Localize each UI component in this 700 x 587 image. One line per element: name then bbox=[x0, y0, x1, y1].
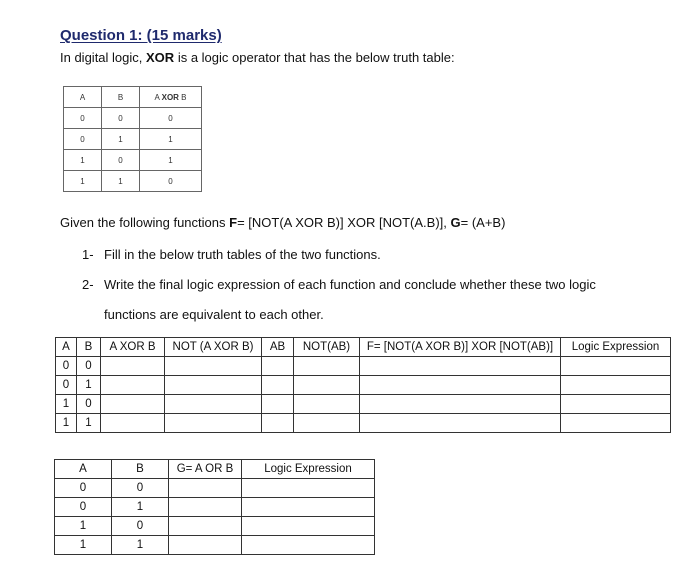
table-row bbox=[55, 479, 375, 498]
question-title: Question 1: (15 marks) bbox=[60, 27, 222, 44]
answer-cell[interactable] bbox=[262, 357, 294, 376]
answer-cell[interactable] bbox=[101, 414, 165, 433]
answer-cell[interactable] bbox=[242, 536, 375, 555]
header-xor-bold: XOR bbox=[161, 92, 179, 102]
answer-cell[interactable] bbox=[101, 376, 165, 395]
header-cell: B bbox=[112, 460, 169, 479]
table-cell: 1 bbox=[56, 414, 77, 433]
header-cell: A bbox=[64, 87, 102, 108]
table-cell: 1 bbox=[140, 150, 202, 171]
instruction-2-number: 2- bbox=[82, 277, 94, 292]
table-cell: 0 bbox=[140, 108, 202, 129]
answer-cell[interactable] bbox=[169, 498, 242, 517]
table-cell: 1 bbox=[112, 498, 169, 517]
table-cell: 0 bbox=[77, 395, 101, 414]
table-row bbox=[64, 150, 202, 171]
table-cell: 0 bbox=[56, 357, 77, 376]
table-header-row bbox=[64, 87, 202, 108]
answer-cell[interactable] bbox=[561, 395, 671, 414]
header-cell bbox=[140, 87, 202, 108]
intro-post: is a logic operator that has the below truth table: bbox=[177, 50, 455, 65]
table-cell: 0 bbox=[102, 150, 140, 171]
table-cell: 1 bbox=[55, 517, 112, 536]
intro-pre: In digital logic, bbox=[60, 50, 143, 65]
table-cell: 0 bbox=[64, 108, 102, 129]
table-cell: 1 bbox=[64, 150, 102, 171]
answer-cell[interactable] bbox=[262, 414, 294, 433]
xor-truth-table bbox=[63, 86, 202, 192]
table-row bbox=[55, 498, 375, 517]
header-cell: Logic Expression bbox=[561, 338, 671, 357]
table-cell: 0 bbox=[140, 171, 202, 192]
table-cell: 0 bbox=[102, 108, 140, 129]
answer-cell[interactable] bbox=[165, 395, 262, 414]
answer-cell[interactable] bbox=[169, 536, 242, 555]
table-cell: 0 bbox=[55, 479, 112, 498]
f-truth-table bbox=[55, 337, 671, 433]
header-xor-text: A XOR B bbox=[154, 92, 187, 102]
table-cell: 1 bbox=[64, 171, 102, 192]
table-header-row bbox=[56, 338, 671, 357]
answer-cell[interactable] bbox=[169, 479, 242, 498]
table-row bbox=[56, 414, 671, 433]
header-cell: F= [NOT(A XOR B)] XOR [NOT(AB)] bbox=[360, 338, 561, 357]
intro-bold: XOR bbox=[146, 50, 175, 65]
header-cell: B bbox=[102, 87, 140, 108]
table-cell: 0 bbox=[77, 357, 101, 376]
given-pre: Given the following functions bbox=[60, 215, 226, 230]
instruction-1-text: Fill in the below truth tables of the two functions. bbox=[104, 247, 381, 262]
table-cell: 0 bbox=[55, 498, 112, 517]
answer-cell[interactable] bbox=[561, 414, 671, 433]
answer-cell[interactable] bbox=[360, 395, 561, 414]
answer-cell[interactable] bbox=[262, 376, 294, 395]
table-cell: 0 bbox=[64, 129, 102, 150]
header-cell: NOT (A XOR B) bbox=[165, 338, 262, 357]
table-cell: 1 bbox=[102, 129, 140, 150]
g-expression: = (A+B) bbox=[460, 215, 506, 230]
table-cell: 0 bbox=[112, 517, 169, 536]
g-truth-table bbox=[54, 459, 375, 555]
header-cell: AB bbox=[262, 338, 294, 357]
answer-cell[interactable] bbox=[242, 517, 375, 536]
header-cell: A bbox=[56, 338, 77, 357]
answer-cell[interactable] bbox=[101, 357, 165, 376]
instruction-1-number: 1- bbox=[82, 247, 94, 262]
table-cell: 0 bbox=[112, 479, 169, 498]
given-functions-text bbox=[60, 215, 505, 230]
table-row bbox=[64, 129, 202, 150]
answer-cell[interactable] bbox=[294, 376, 360, 395]
table-cell: 1 bbox=[56, 395, 77, 414]
table-row bbox=[56, 376, 671, 395]
answer-cell[interactable] bbox=[294, 395, 360, 414]
answer-cell[interactable] bbox=[360, 376, 561, 395]
table-cell: 0 bbox=[56, 376, 77, 395]
table-cell: 1 bbox=[140, 129, 202, 150]
answer-cell[interactable] bbox=[360, 414, 561, 433]
answer-cell[interactable] bbox=[262, 395, 294, 414]
header-cell: G= A OR B bbox=[169, 460, 242, 479]
answer-cell[interactable] bbox=[561, 376, 671, 395]
header-cell: A bbox=[55, 460, 112, 479]
answer-cell[interactable] bbox=[165, 376, 262, 395]
table-row bbox=[64, 108, 202, 129]
table-cell: 1 bbox=[102, 171, 140, 192]
header-cell: A XOR B bbox=[101, 338, 165, 357]
answer-cell[interactable] bbox=[561, 357, 671, 376]
intro-text bbox=[60, 50, 455, 65]
answer-cell[interactable] bbox=[165, 357, 262, 376]
f-label: F bbox=[229, 215, 238, 230]
f-expression: = [NOT(A XOR B)] XOR [NOT(A.B)], bbox=[237, 215, 447, 230]
answer-cell[interactable] bbox=[294, 357, 360, 376]
answer-cell[interactable] bbox=[242, 498, 375, 517]
table-cell: 1 bbox=[77, 414, 101, 433]
header-cell: Logic Expression bbox=[242, 460, 375, 479]
instruction-2-text: Write the final logic expression of each function and conclude whether these two logic bbox=[104, 277, 596, 292]
table-row bbox=[64, 171, 202, 192]
table-row bbox=[55, 517, 375, 536]
answer-cell[interactable] bbox=[360, 357, 561, 376]
table-header-row bbox=[55, 460, 375, 479]
table-cell: 1 bbox=[55, 536, 112, 555]
answer-cell[interactable] bbox=[169, 517, 242, 536]
g-label: G bbox=[450, 215, 461, 230]
table-row bbox=[56, 395, 671, 414]
instruction-2-continuation: functions are equivalent to each other. bbox=[104, 307, 324, 322]
answer-cell[interactable] bbox=[165, 414, 262, 433]
table-cell: 1 bbox=[77, 376, 101, 395]
table-row bbox=[55, 536, 375, 555]
answer-cell[interactable] bbox=[294, 414, 360, 433]
header-cell: NOT(AB) bbox=[294, 338, 360, 357]
header-cell: B bbox=[77, 338, 101, 357]
answer-cell[interactable] bbox=[101, 395, 165, 414]
answer-cell[interactable] bbox=[242, 479, 375, 498]
table-cell: 1 bbox=[112, 536, 169, 555]
table-row bbox=[56, 357, 671, 376]
